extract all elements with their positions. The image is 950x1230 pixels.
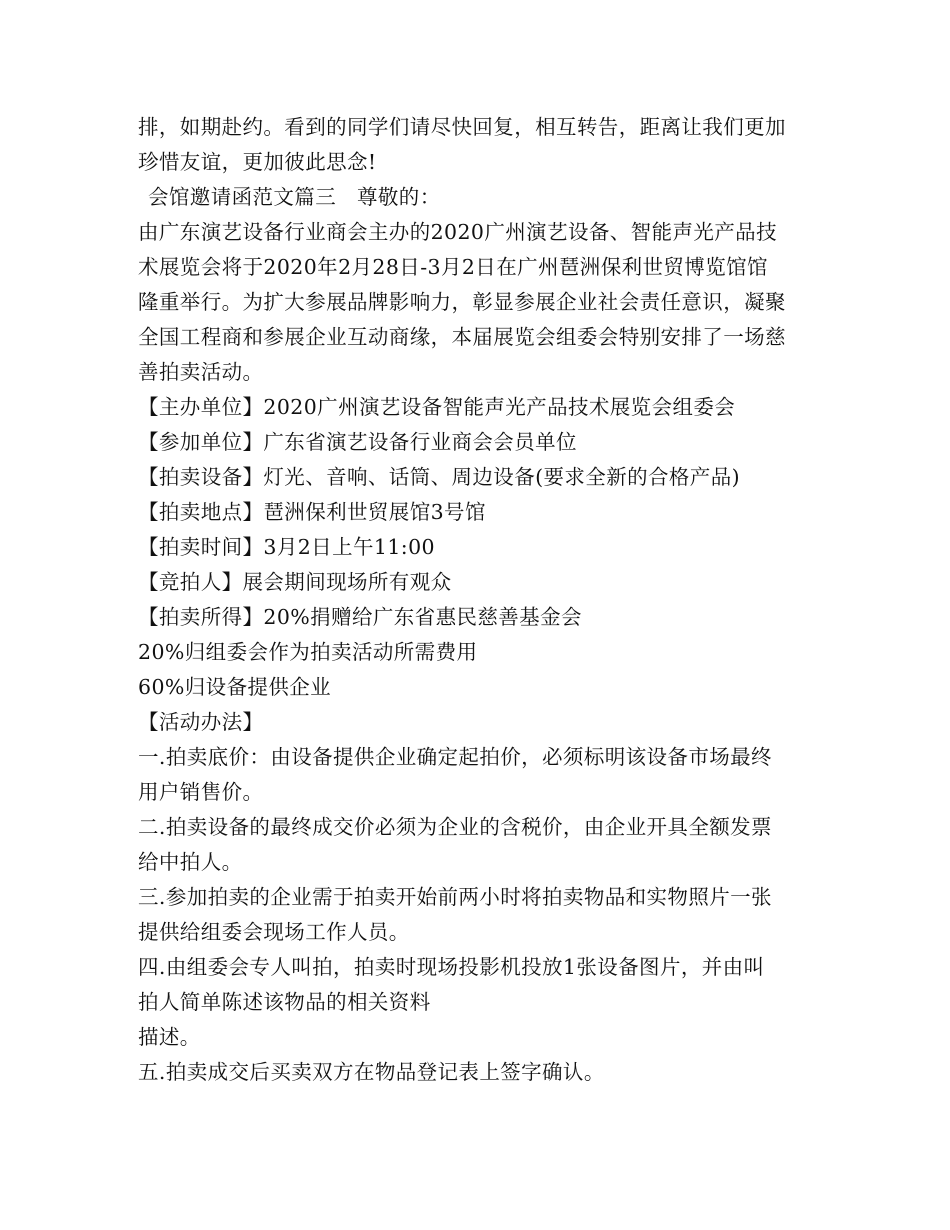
rule-1-line-2: 用户销售价。 [138,780,264,804]
bidders-line: 【竞拍人】展会期间现场所有观众 [138,570,452,594]
activity-rules-heading: 【活动办法】 [138,710,264,734]
proceeds-line: 【拍卖所得】20%捐赠给广东省惠民慈善基金会 [138,605,582,629]
text-line-6: 隆重举行。为扩大参展品牌影响力，彰显参展企业社会责任意识，凝聚 [138,290,786,314]
rule-3-line-1: 三.参加拍卖的企业需于拍卖开始前两小时将拍卖物品和实物照片一张 [138,885,772,909]
document-body [138,110,818,1090]
rule-2-line-1: 二.拍卖设备的最终成交价必须为企业的含税价，由企业开具全额发票 [138,815,772,839]
rule-5-line: 五.拍卖成交后买卖双方在物品登记表上签字确认。 [138,1060,605,1084]
rule-2-line-2: 给中拍人。 [138,850,243,874]
rule-3-line-2: 提供给组委会现场工作人员。 [138,920,410,944]
auction-time-line: 【拍卖时间】3月2日上午11:00 [138,535,435,559]
auction-equipment-line: 【拍卖设备】灯光、音响、话筒、周边设备(要求全新的合格产品) [138,465,740,489]
participants-line: 【参加单位】广东省演艺设备行业商会会员单位 [138,430,577,454]
section-heading: 会馆邀请函范文篇三 尊敬的： [148,185,441,209]
organizer-line: 【主办单位】2020广州演艺设备智能声光产品技术展览会组委会 [138,395,736,419]
text-line-2: 珍惜友谊，更加彼此思念! [138,150,377,174]
text-line-8: 善拍卖活动。 [138,360,264,384]
text-line-7: 全国工程商和参展企业互动商缘，本届展览会组委会特别安排了一场慈 [138,325,786,349]
rule-1-line-1: 一.拍卖底价：由设备提供企业确定起拍价，必须标明该设备市场最终 [138,745,772,769]
rule-4-line-2: 拍人简单陈述该物品的相关资料 [138,990,431,1014]
text-line-5: 术展览会将于2020年2月28日-3月2日在广州琶洲保利世贸博览馆馆 [138,255,768,279]
rule-4-line-3: 描述。 [138,1025,201,1049]
text-line-4: 由广东演艺设备行业商会主办的2020广州演艺设备、智能声光产品技 [138,220,777,244]
auction-location-line: 【拍卖地点】琶洲保利世贸展馆3号馆 [138,500,486,524]
proceeds-line-2: 20%归组委会作为拍卖活动所需费用 [138,640,478,664]
proceeds-line-3: 60%归设备提供企业 [138,675,332,699]
text-line-1: 排，如期赴约。看到的同学们请尽快回复，相互转告，距离让我们更加 [138,115,786,139]
rule-4-line-1: 四.由组委会专人叫拍，拍卖时现场投影机投放1张设备图片，并由叫 [138,955,765,979]
